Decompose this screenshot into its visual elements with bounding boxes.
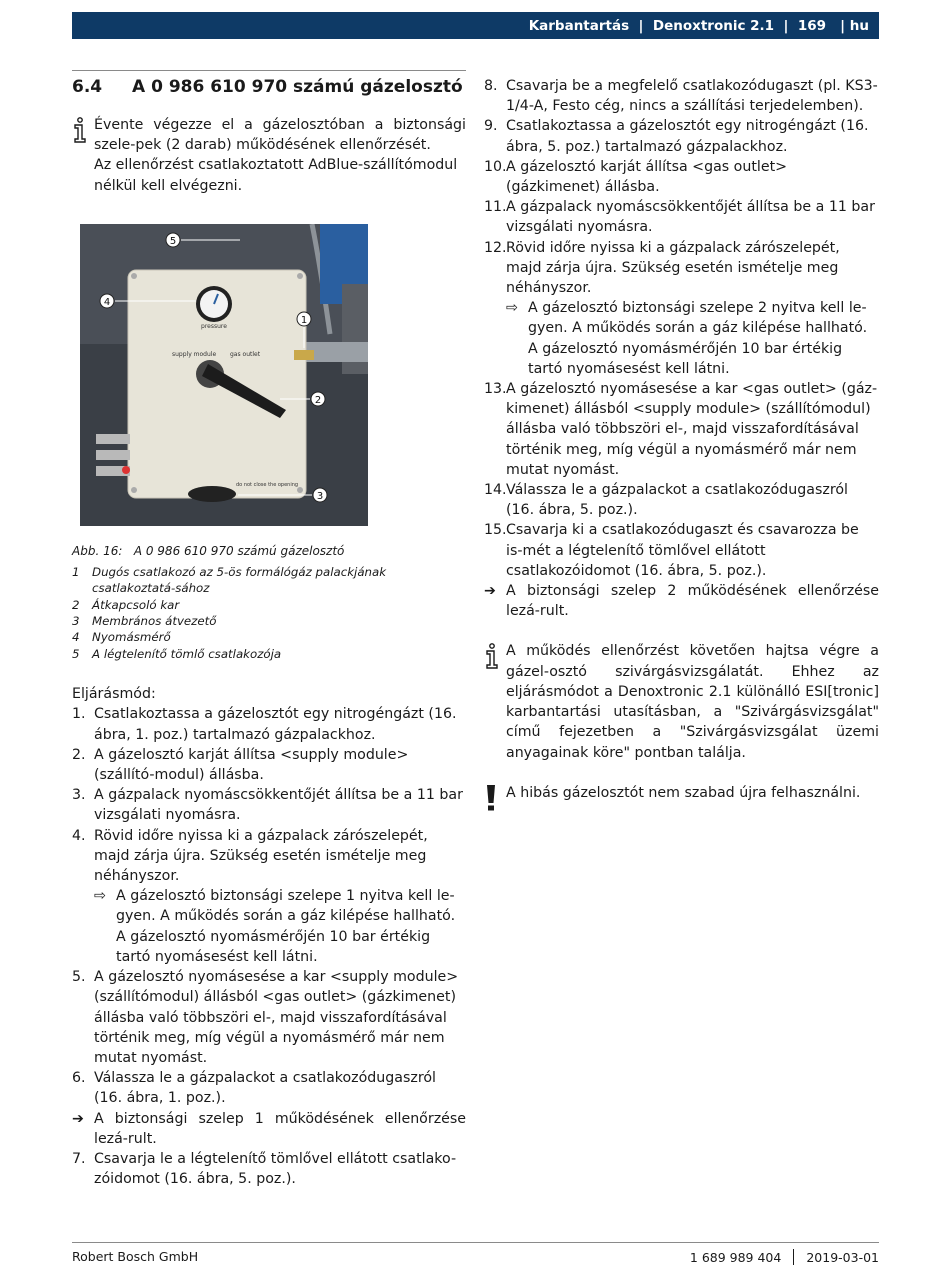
- figure-legend: [72, 564, 466, 662]
- step-7: 7. Csavarja le a légtelenítő tömlővel ellátott csatlako-zóidomot (16. ábra, 5. poz.).: [72, 1150, 457, 1188]
- info-icon: [72, 115, 94, 196]
- step-3: 3. A gázpalack nyomáscsökkentőjét állítsa be a 11 bar vizsgálati nyomásra.: [72, 787, 463, 824]
- callout-4: 4: [103, 296, 111, 308]
- section-number: 6.4: [72, 77, 103, 97]
- header-separator: |: [840, 17, 846, 34]
- leak-test-note: [484, 641, 879, 762]
- step-15: 15. Csavarja ki a csatlakozódugaszt és csavarozza be is-mét a légtelenítő tömlővel ellátott csatlakozóidomot (16. ábra, 5. poz.).: [484, 522, 859, 579]
- left-column: [72, 70, 466, 1189]
- header-separator: |: [783, 17, 789, 34]
- footer-rule: [72, 1242, 879, 1243]
- result-arrow-icon: ➔: [484, 583, 496, 600]
- header-section: Karbantartás: [528, 17, 630, 34]
- figure-photo: [80, 224, 368, 526]
- info-note: [72, 115, 466, 196]
- warning-text: A hibás gázelosztót nem szabad újra felhasználni.: [506, 784, 861, 801]
- step-12-outcome: ⇨ A gázelosztó biztonsági szelepe 2 nyitva kell le-gyen. A működés során a gáz kilépése hallható. A gázelosztó nyomásmérőjén 10 bar értékig tartó nyomásesést kell látni.: [506, 298, 879, 379]
- step-12: 12. Rövid időre nyissa ki a gázpalack zárószelepét, majd zárja újra. Szükség esetén ismételje meg néhányszor.: [484, 239, 840, 297]
- legend-item: 4 Nyomásmérő: [72, 630, 171, 645]
- callout-1: 1: [300, 314, 308, 326]
- outcome-arrow-icon: ⇨: [506, 300, 518, 317]
- step-11: 11. A gázpalack nyomáscsökkentőjét állítsa be a 11 bar vizsgálati nyomásra.: [484, 199, 875, 236]
- callout-5: 5: [169, 235, 177, 247]
- step-5: 5. A gázelosztó nyomásesése a kar <supply module> (szállítómodul) állásból <gas outlet> (gázkimenet) állásba való többszöri el-, majd visszafordításával történik meg, míg végül a nyomásmérő már nem mutat nyomást.: [72, 969, 459, 1066]
- callout-3: 3: [316, 490, 324, 502]
- warning-note: [484, 783, 879, 817]
- step-9: 9. Csatlakoztassa a gázelosztót egy nitrogéngázt (16. ábra, 5. poz.) tartalmazó gázpalackhoz.: [484, 118, 869, 155]
- outcome-arrow-icon: ⇨: [94, 888, 106, 905]
- step-1: 1. Csatlakoztassa a gázelosztót egy nitrogéngázt (16. ábra, 1. poz.) tartalmazó gázpalackhoz.: [72, 706, 457, 743]
- step-2: 2. A gázelosztó karját állítsa <supply module> (szállító-modul) állásba.: [72, 746, 409, 784]
- step-14: 14. Válassza le a gázpalackot a csatlakozódugaszról (16. ábra, 5. poz.).: [484, 482, 848, 519]
- legend-item: 1 Dugós csatlakozó az 5-ös formálógáz palackjának csatlakoztatá-sához: [72, 564, 387, 596]
- footer-separator: [793, 1249, 794, 1265]
- step-4: 4. Rövid időre nyissa ki a gázpalack zárószelepét, majd zárja újra. Szükség esetén ismételje meg néhányszor.: [72, 827, 428, 885]
- section-title: A 0 986 610 970 számú gázelosztó: [132, 77, 463, 97]
- section-rule: [72, 70, 466, 71]
- label-supply-module: supply module: [172, 350, 217, 358]
- gas-distributor-illustration: [80, 224, 368, 526]
- info-note-text-1: Évente végezze el a gázelosztóban a biztonsági szele-pek (2 darab) működésének ellenőrzését.: [94, 117, 466, 154]
- step-13: 13. A gázelosztó nyomásesése a kar <gas outlet> (gáz-kimenet) állásból <supply module> (szállítómodul) állásba való többszöri el-, majd visszafordításával történik meg, míg végül a nyomásmérő már nem mutat nyomást.: [484, 381, 878, 478]
- header-page-number: 169: [797, 17, 827, 34]
- legend-item: 3 Membrános átvezető: [72, 614, 217, 629]
- exclamation-icon: [484, 783, 506, 817]
- header-product: Denoxtronic 2.1: [652, 17, 775, 34]
- info-note-text-2: Az ellenőrzést csatlakoztatott AdBlue-szállítómodul nélkül kell elvégezni.: [94, 157, 458, 194]
- section-heading: [72, 77, 466, 97]
- result-arrow-icon: ➔: [72, 1110, 84, 1127]
- running-header: [72, 12, 879, 39]
- info-icon: [484, 641, 506, 762]
- page-footer: [72, 1249, 879, 1265]
- footer-date: 2019-03-01: [806, 1249, 879, 1265]
- legend-item: 2 Átkapcsoló kar: [72, 597, 180, 612]
- legend-item: 5 A légtelenítő tömlő csatlakozója: [72, 646, 282, 661]
- callout-2: 2: [314, 394, 322, 406]
- footer-document-number: 1 689 989 404: [689, 1249, 782, 1265]
- leak-test-note-text: A működés ellenőrzést követően hajtsa végre a gázel-osztó szivárgásvizsgálatát. Ehhez az eljárásmódot a Denoxtronic 2.1 különálló ESI[tronic] karbantartási utasításban, a "Szivárgásvizsgálat" című fejezetben a "Szivárgásvizsgálat üzemi anyagainak köre" pontban találja.: [506, 643, 879, 761]
- procedure-label: Eljárásmód:: [72, 686, 156, 703]
- figure-caption: Abb. 16: A 0 986 610 970 számú gázelosztó: [72, 543, 345, 558]
- step-8: 8. Csavarja be a megfelelő csatlakozódugaszt (pl. KS3-1/4-A, Festo cég, nincs a szállítási terjedelemben).: [484, 78, 878, 115]
- label-warning: do not close the opening: [236, 481, 299, 488]
- step-6: 6. Válassza le a gázpalackot a csatlakozódugaszról (16. ábra, 1. poz.).: [72, 1070, 436, 1107]
- result-1: ➔ A biztonsági szelep 1 működésének ellenőrzése lezá-rult.: [72, 1109, 466, 1149]
- label-pressure: pressure: [201, 322, 227, 330]
- footer-company: Robert Bosch GmbH: [72, 1249, 199, 1264]
- step-10: 10. A gázelosztó karját állítsa <gas outlet> (gázkimenet) állásba.: [484, 158, 788, 196]
- right-column: [484, 76, 879, 817]
- label-gas-outlet: gas outlet: [230, 350, 261, 358]
- step-4-outcome: ⇨ A gázelosztó biztonsági szelepe 1 nyitva kell le-gyen. A működés során a gáz kilépése hallható. A gázelosztó nyomásmérőjén 10 bar értékig tartó nyomásesést kell látni.: [94, 886, 466, 967]
- header-language: hu: [849, 17, 869, 34]
- result-2: ➔ A biztonsági szelep 2 működésének ellenőrzése lezá-rult.: [484, 581, 879, 621]
- header-separator: |: [638, 17, 644, 34]
